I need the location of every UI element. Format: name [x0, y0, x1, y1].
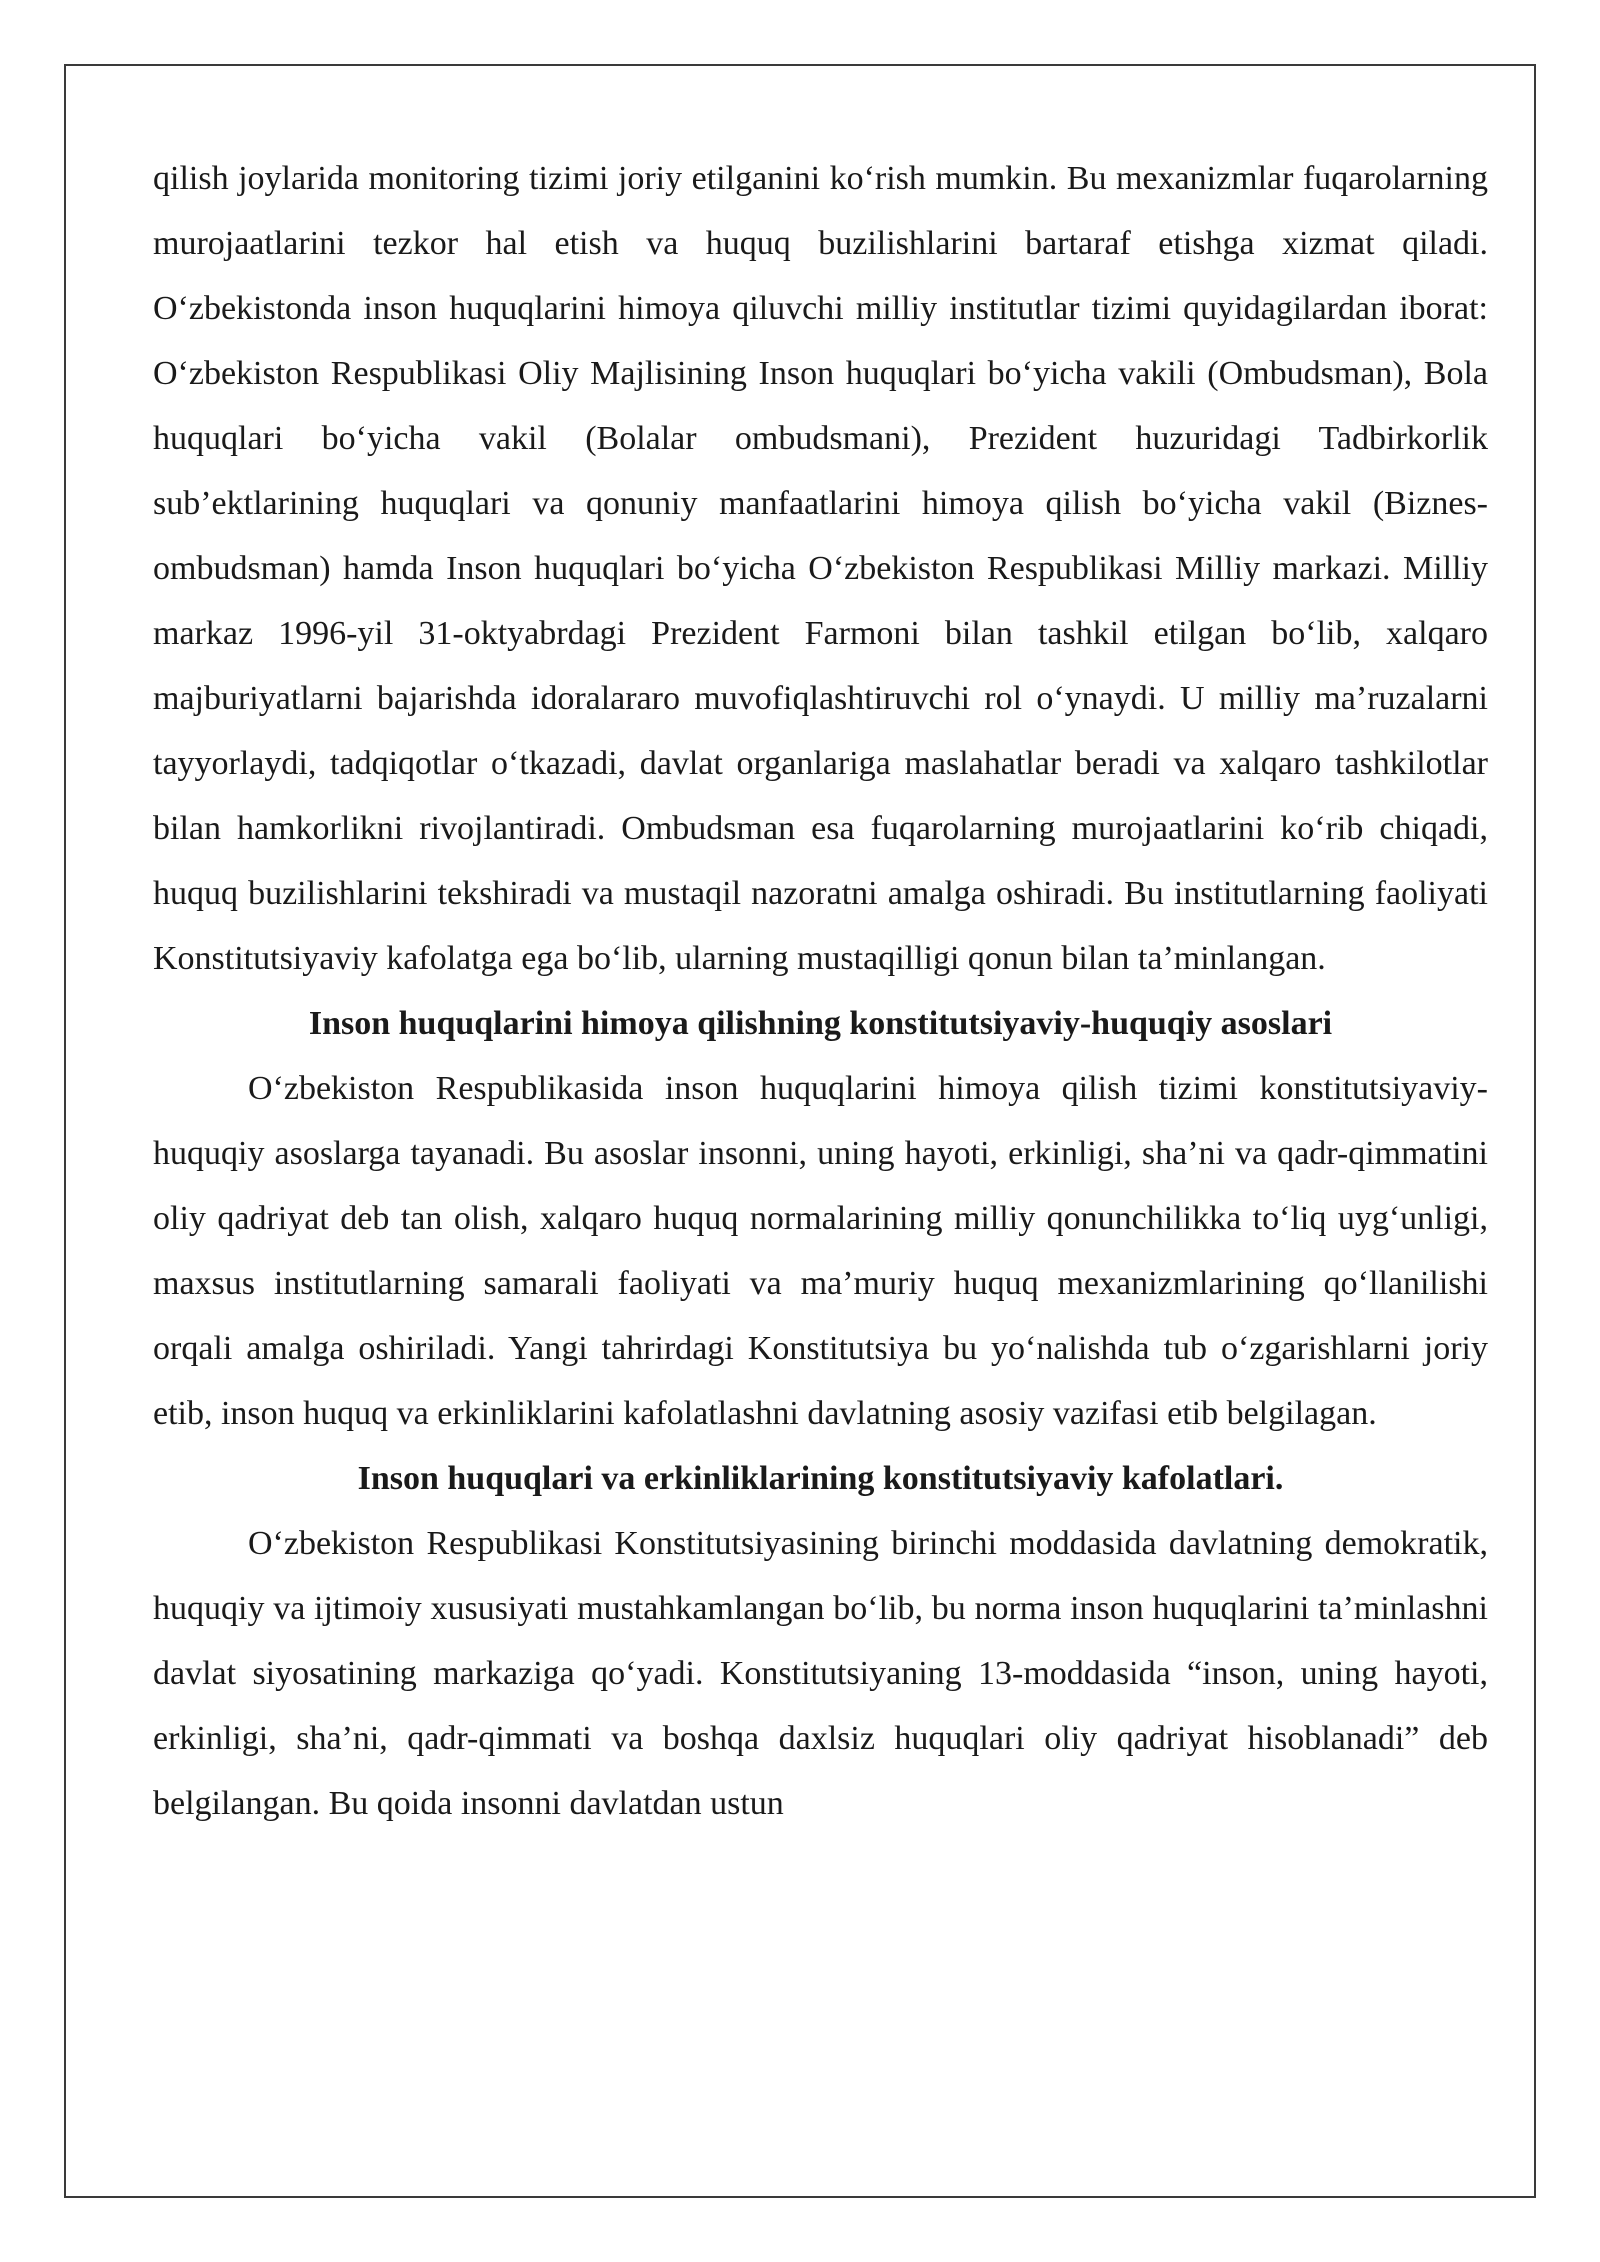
section-heading: Inson huquqlarini himoya qilishning konstitutsiyaviy-huquqiy asoslari: [308, 1005, 1333, 1042]
body-paragraph: O‘zbekiston Respublikasida inson huquqlarini himoya qilish tizimi konstitutsiyaviy-huquqiy asoslarga tayanadi. Bu asoslar insonni, uning hayoti, erkinligi, sha’ni va qadr-qimmatini oliy qadriyat deb tan olish, xalqaro huquq normalarining milliy qonunchilikka to‘liq uyg‘unligi, maxsus institutlarning samarali faoliyati va ma’muriy huquq mexanizmlarining qo‘llanilishi orqali amalga oshiriladi. Yangi tahrirdagi Konstitutsiya bu yo‘nalishda tub o‘zgarishlarni joriy etib, inson huquq va erkinliklarini kafolatlashni davlatning asosiy vazifasi etib belgilagan.: [153, 1070, 1488, 1432]
document-body: [153, 146, 1488, 1836]
body-paragraph: O‘zbekiston Respublikasi Konstitutsiyasining birinchi moddasida davlatning demokratik, huquqiy va ijtimoiy xususiyati mustahkamlangan bo‘lib, bu norma inson huquqlarini ta’minlashni davlat siyosatining markaziga qo‘yadi. Konstitutsiyaning 13-moddasida “inson, uning hayoti, erkinligi, sha’ni, qadr-qimmati va boshqa daxlsiz huquqlari oliy qadriyat hisoblanadi” deb belgilangan. Bu qoida insonni davlatdan ustun: [153, 1525, 1488, 1822]
section-heading: Inson huquqlari va erkinliklarining konstitutsiyaviy kafolatlari.: [357, 1460, 1284, 1497]
body-paragraph: qilish joylarida monitoring tizimi joriy etilganini ko‘rish mumkin. Bu mexanizmlar fuqarolarning murojaatlarini tezkor hal etish va huquq buzilishlarini bartaraf etishga xizmat qiladi. O‘zbekistonda inson huquqlarini himoya qiluvchi milliy institutlar tizimi quyidagilardan iborat: O‘zbekiston Respublikasi Oliy Majlisining Inson huquqlari bo‘yicha vakili (Ombudsman), Bola huquqlari bo‘yicha vakil (Bolalar ombudsmani), Prezident huzuridagi Tadbirkorlik sub’ektlarining huquqlari va qonuniy manfaatlarini himoya qilish bo‘yicha vakil (Biznes-ombudsman) hamda Inson huquqlari bo‘yicha O‘zbekiston Respublikasi Milliy markazi. Milliy markaz 1996-yil 31-oktyabrdagi Prezident Farmoni bilan tashkil etilgan bo‘lib, xalqaro majburiyatlarni bajarishda idoralararo muvofiqlashtiruvchi rol o‘ynaydi. U milliy ma’ruzalarni tayyorlaydi, tadqiqotlar o‘tkazadi, davlat organlariga maslahatlar beradi va xalqaro tashkilotlar bilan hamkorlikni rivojlantiradi. Ombudsman esa fuqarolarning murojaatlarini ko‘rib chiqadi, huquq buzilishlarini tekshiradi va mustaqil nazoratni amalga oshiradi. Bu institutlarning faoliyati Konstitutsiyaviy kafolatga ega bo‘lib, ularning mustaqilligi qonun bilan ta’minlangan.: [153, 160, 1488, 977]
